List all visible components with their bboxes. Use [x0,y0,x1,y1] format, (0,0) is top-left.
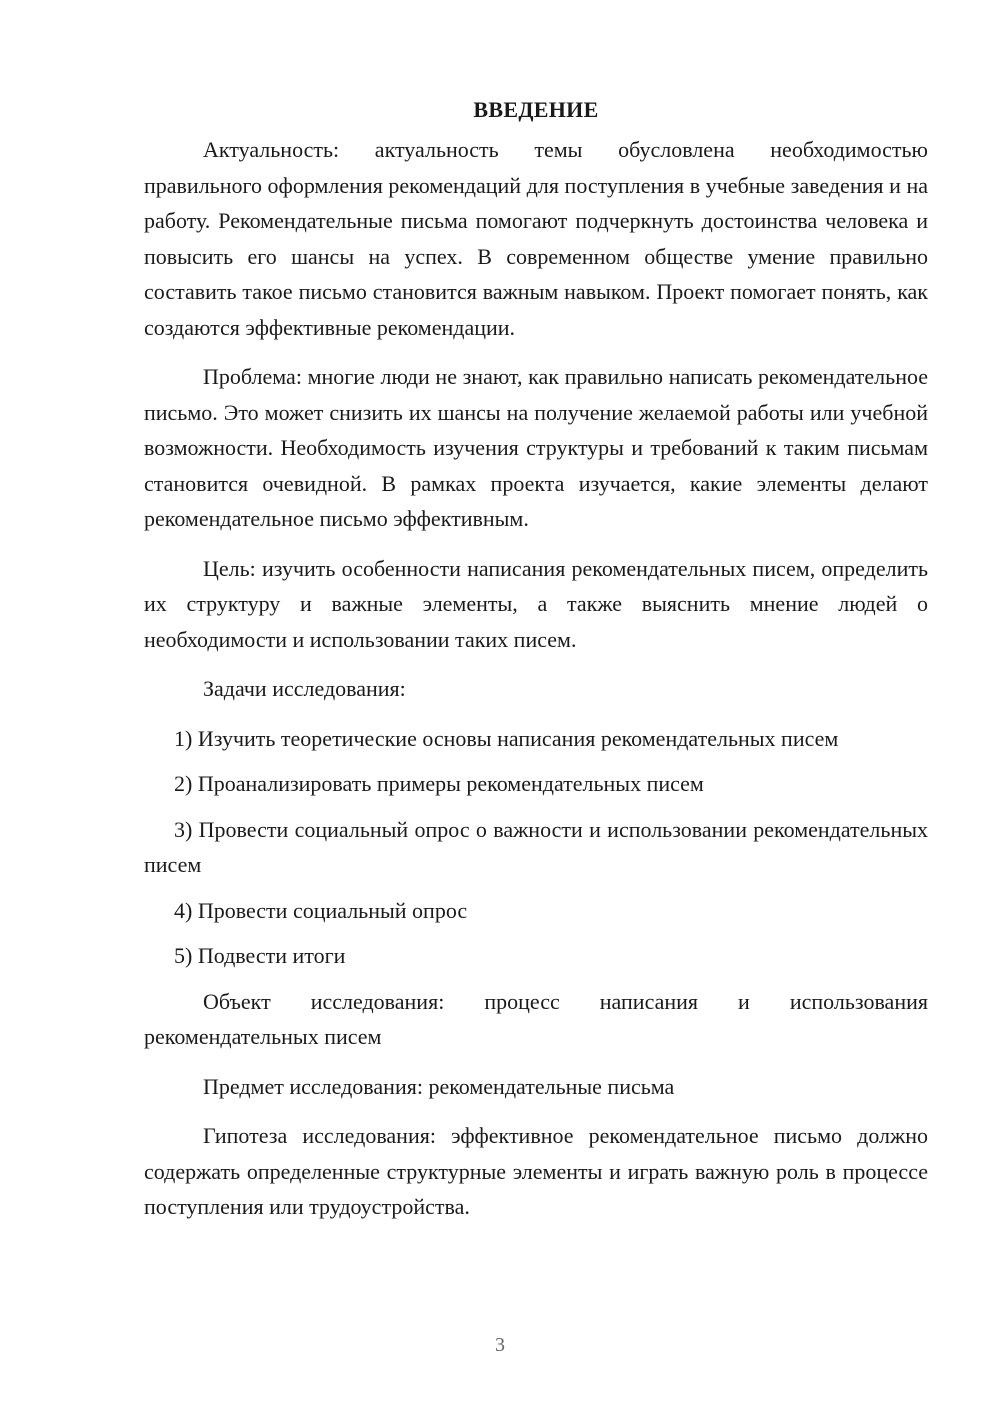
subject-paragraph: Предмет исследования: рекомендательные письма [203,1073,675,1099]
tasks-heading: Задачи исследования: [203,676,406,701]
list-item: 4) Провести социальный опрос [174,897,468,923]
list-item: 5) Подвести итоги [174,943,346,968]
list-item: 2) Проанализировать примеры рекомендательных писем [174,771,704,796]
hypothesis-paragraph: Гипотеза исследования: эффективное рекомендательное письмо должно содержать определенные структурные элементы и играть важную роль в процессе поступления или трудоустройства. [144,1123,928,1219]
relevance-paragraph: Актуальность: актуальность темы обусловлена необходимостью правильного оформления рекомендаций для поступления в учебные заведения и на работу. Рекомендательные письма помогают подчеркнуть достоинства человека и повысить его шансы на успех. В современном обществе умение правильно составить такое письмо становится важным навыком. Проект помогает понять, как создаются эффективные рекомендации. [144,137,928,340]
page-number: 3 [495,1334,505,1356]
page-title: ВВЕДЕНИЕ [473,97,599,122]
tasks-list [144,721,928,974]
list-item: 3) Провести социальный опрос о важности и использовании рекомендательных писем [144,816,928,877]
object-paragraph: Объект исследования: процесс написания и использования рекомендательных писем [144,988,928,1049]
document-page [144,92,928,1239]
list-item: 1) Изучить теоретические основы написания рекомендательных писем [174,725,839,751]
problem-paragraph: Проблема: многие люди не знают, как правильно написать рекомендательное письмо. Это может снизить их шансы на получение желаемой работы или учебной возможности. Необходимость изучения структуры и требований к таким письмам становится очевидной. В рамках проекта изучается, какие элементы делают рекомендательное письмо эффективным. [144,364,928,531]
goal-paragraph: Цель: изучить особенности написания рекомендательных писем, определить их структуру и важные элементы, а также выяснить мнение людей о необходимости и использовании таких писем. [144,555,928,652]
